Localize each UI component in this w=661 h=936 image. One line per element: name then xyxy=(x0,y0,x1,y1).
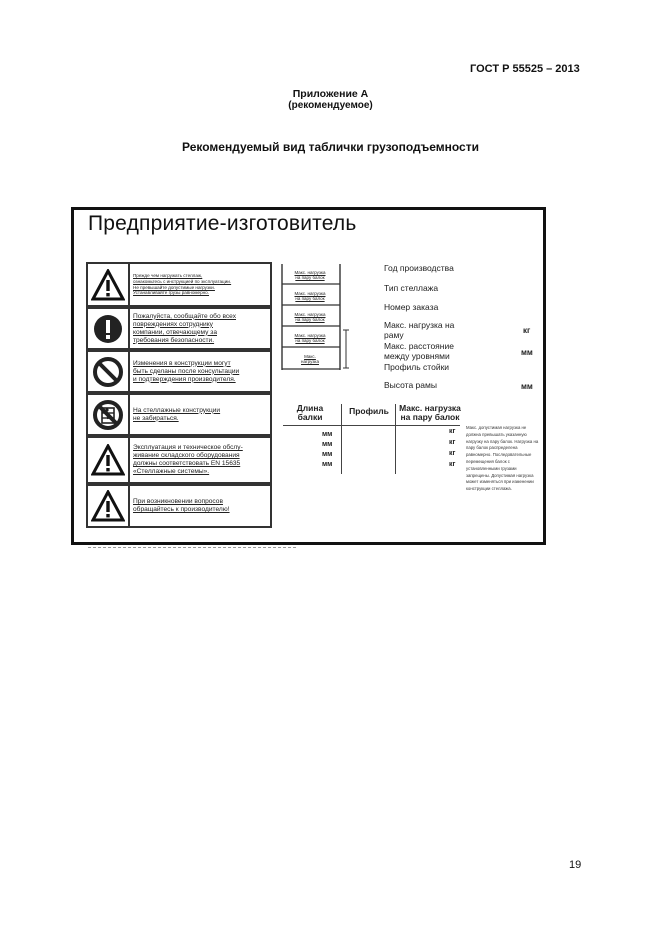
warning-line: Прежде чем нагружать стеллаж, xyxy=(133,273,203,279)
rack-label-line: на пару балок xyxy=(295,317,325,322)
field-rack-type-label: Тип стеллажа xyxy=(384,283,439,293)
warning-line: ознакомьтесь с инструкцией по эксплуатации. xyxy=(133,278,232,284)
rack-level-label xyxy=(284,333,336,343)
field-frame-height-unit: мм xyxy=(521,382,533,391)
warning-line: требования безопасности. xyxy=(133,336,215,344)
prohibition-icon xyxy=(88,352,130,391)
load-note: Макс. допустимая нагрузка не должна превышать указанную нагрузку на пару балок. Нагрузка на пару балок распределена равномерно. Последовательные перемещения балок с установленными грузами запрещены. Допустимая нагрузка может изменяться при изменении конструкции стеллажа. xyxy=(466,425,539,492)
warning-triangle-icon xyxy=(88,264,130,305)
warning-line: Пожалуйста, сообщайте обо всех xyxy=(133,312,237,320)
no-climbing-icon xyxy=(88,395,130,434)
table-header-profile: Профиль xyxy=(349,406,389,416)
rack-label-line: Макс. нагрузка xyxy=(294,333,326,338)
table-divider xyxy=(395,404,396,474)
appendix-status: (рекомендуемое) xyxy=(288,100,373,111)
table-row-length-unit: мм xyxy=(322,451,333,458)
mandatory-notice-icon xyxy=(88,309,130,348)
field-frame-height-label: Высота рамы xyxy=(384,380,437,390)
warning-line: обращайтесь к производителю! xyxy=(133,506,230,513)
table-row-load-unit: кг xyxy=(449,439,456,446)
rack-label-line: нагрузка xyxy=(301,359,319,364)
rack-label-line: на пару балок xyxy=(295,296,325,301)
warning-line: Изменения в конструкции могут xyxy=(133,359,231,367)
table-row-length-unit: мм xyxy=(322,461,333,468)
table-row-load-unit: кг xyxy=(449,461,456,468)
table-divider xyxy=(341,404,342,474)
rack-label-line: Макс. нагрузка xyxy=(294,312,326,317)
plate-bottom-edge xyxy=(88,547,296,550)
warning-row xyxy=(86,307,272,350)
warning-line: Устанавливайте грузы равномерно. xyxy=(133,290,210,296)
rack-level-label xyxy=(284,354,336,364)
field-upright-profile-label: Профиль стойки xyxy=(384,362,450,372)
warning-line: «Стеллажные системы». xyxy=(133,468,210,475)
field-level-distance-unit: мм xyxy=(521,348,533,357)
warning-row xyxy=(86,262,272,307)
rack-level-label xyxy=(284,270,336,280)
table-row-length-unit: мм xyxy=(322,441,333,448)
warning-line: должны соответствовать EN 15635 xyxy=(133,460,241,467)
warning-line: быть сделаны после консультации xyxy=(133,367,240,375)
warning-line: не забираться. xyxy=(133,414,179,422)
warning-line: и подтверждения производителя. xyxy=(133,375,236,383)
warning-triangle-icon xyxy=(88,486,130,526)
field-level-distance-label: Макс. расстояние между уровнями xyxy=(384,341,454,361)
table-divider xyxy=(283,425,460,426)
rack-label-line: Макс. нагрузка xyxy=(294,270,326,275)
section-title: Рекомендуемый вид таблички грузоподъемности xyxy=(182,140,479,154)
warning-row xyxy=(86,393,272,436)
standard-number: ГОСТ Р 55525 – 2013 xyxy=(470,63,580,75)
appendix-title: Приложение А xyxy=(292,88,369,100)
rack-label-line: на пару балок xyxy=(295,275,325,280)
warning-line: повреждениях сотруднику xyxy=(133,320,213,328)
table-row-length-unit: мм xyxy=(322,431,333,438)
rack-diagram xyxy=(280,264,350,370)
warning-row xyxy=(86,436,272,484)
warning-row xyxy=(86,484,272,528)
rack-label-line: на пару балок xyxy=(295,338,325,343)
rack-level-label xyxy=(284,312,336,322)
rack-label-line: Макс. нагрузка xyxy=(294,291,326,296)
warning-line: компании, отвечающему за xyxy=(133,328,217,336)
table-row-load-unit: кг xyxy=(449,450,456,457)
warning-line: Не превышайте допустимые нагрузки. xyxy=(133,284,215,290)
warning-line: При возникновении вопросов xyxy=(133,498,223,505)
table-header-beam-length: Длина балки xyxy=(296,403,324,422)
field-frame-load-label: Макс. нагрузка на раму xyxy=(384,320,455,340)
page-number: 19 xyxy=(569,859,582,871)
table-row-load-unit: кг xyxy=(449,428,456,435)
warning-row xyxy=(86,350,272,393)
field-order-number-label: Номер заказа xyxy=(384,302,439,312)
warning-line: живание складского оборудования xyxy=(133,452,240,459)
warning-line: Эксплуатация и техническое обслу- xyxy=(133,444,243,451)
field-frame-load-unit: кг xyxy=(523,326,531,335)
field-year-label: Год производства xyxy=(384,263,454,273)
rack-level-label xyxy=(284,291,336,301)
rack-label-line: Макс. xyxy=(304,354,316,359)
warning-triangle-icon xyxy=(88,438,130,482)
manufacturer-name: Предприятие-изготовитель xyxy=(88,212,357,235)
table-header-max-load: Макс. нагрузка на пару балок xyxy=(399,403,461,422)
warning-line: На стеллажные конструкции xyxy=(133,406,221,414)
